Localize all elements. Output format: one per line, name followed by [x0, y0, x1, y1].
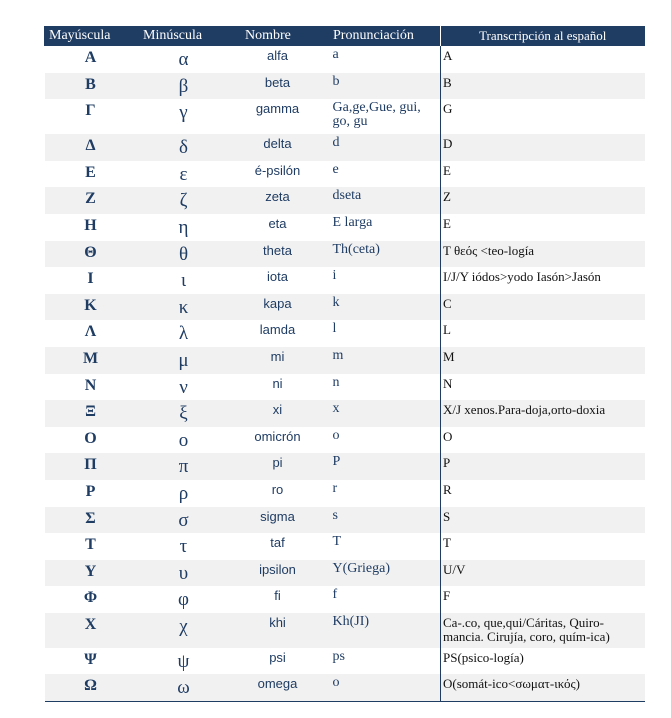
transcription-cell: L — [441, 320, 645, 347]
letter-name-cell: iota — [267, 269, 288, 285]
uppercase-letter-cell: Υ — [45, 560, 137, 587]
transcription-cell: S — [441, 507, 645, 534]
table-row — [45, 99, 645, 134]
transcription-cell: R — [441, 480, 645, 507]
pronunciation-cell: n — [332, 374, 340, 390]
letter-name-cell: alfa — [267, 48, 288, 63]
uppercase-letter-cell: Ο — [84, 429, 97, 447]
uppercase-letter-cell: Τ — [85, 536, 96, 554]
transcription-cell: G — [441, 99, 645, 134]
uppercase-letter-cell: Φ — [83, 589, 98, 607]
table-row — [45, 73, 645, 100]
lowercase-letter-cell: ο — [178, 429, 189, 451]
pronunciation-cell: T — [332, 534, 342, 550]
lowercase-letter-cell: υ — [137, 560, 231, 587]
letter-name-cell: ro — [271, 481, 284, 497]
pronunciation-cell: o — [332, 427, 340, 443]
transcription-cell: F — [441, 586, 645, 613]
transcription-cell: PS(psico-logía) — [441, 648, 645, 675]
pronunciation-cell: f — [332, 587, 338, 603]
transcription-cell: U/V — [441, 560, 645, 587]
uppercase-letter-cell: Β — [45, 73, 137, 100]
transcription-cell: T θεός <teo-logía — [441, 241, 645, 268]
letter-name-cell: sigma — [231, 507, 325, 534]
lowercase-letter-cell: θ — [137, 241, 231, 268]
greek-alphabet-table — [44, 26, 645, 702]
pronunciation-cell: a — [332, 47, 339, 62]
table-row — [45, 674, 645, 701]
lowercase-letter-cell: ι — [180, 270, 187, 292]
lowercase-letter-cell: η — [178, 216, 189, 238]
letter-name-cell: ni — [272, 375, 283, 391]
table-row — [45, 427, 645, 454]
lowercase-letter-cell: φ — [178, 589, 189, 611]
lowercase-letter-cell: δ — [137, 134, 231, 161]
uppercase-letter-cell: Π — [45, 453, 137, 480]
transcription-cell: E — [441, 214, 645, 241]
uppercase-letter-cell: Σ — [45, 507, 137, 534]
header-pronunciacion: Pronunciación — [325, 26, 441, 46]
uppercase-letter-cell: Ρ — [85, 482, 96, 500]
transcription-cell: D — [441, 134, 645, 161]
table-row — [45, 613, 645, 648]
uppercase-letter-cell: Ι — [87, 270, 94, 288]
transcription-cell: N — [441, 374, 645, 401]
uppercase-letter-cell: Ξ — [45, 400, 137, 427]
letter-name-cell: é-psilón — [254, 162, 301, 178]
uppercase-letter-cell: Θ — [45, 241, 137, 268]
transcription-cell: M — [441, 347, 645, 374]
lowercase-letter-cell: γ — [179, 102, 188, 124]
pronunciation-cell: Kh(JI) — [325, 613, 441, 648]
table-row — [45, 294, 645, 321]
transcription-cell: O(somát-ico<σωματ-ικός) — [441, 674, 645, 701]
transcription-cell: P — [441, 453, 645, 480]
letter-name-cell: ipsilon — [231, 560, 325, 587]
lowercase-letter-cell: ε — [179, 163, 188, 185]
table-row — [45, 586, 645, 613]
uppercase-letter-cell: Χ — [45, 613, 137, 648]
pronunciation-cell: s — [325, 507, 441, 534]
pronunciation-cell: b — [325, 73, 441, 100]
transcription-cell: Z — [441, 187, 645, 214]
greek-alphabet-sheet — [44, 26, 644, 702]
table-row — [45, 46, 645, 73]
pronunciation-cell: ps — [332, 648, 345, 664]
pronunciation-cell: m — [325, 347, 441, 374]
pronunciation-cell: Ga,ge,Gue, gui, go, gu — [332, 100, 421, 130]
table-row — [45, 241, 645, 268]
pronunciation-cell: x — [325, 400, 441, 427]
pronunciation-cell: E larga — [332, 214, 373, 230]
transcription-cell: I/J/Y iódos>yodo Iasón>Jasón — [441, 267, 645, 294]
lowercase-letter-cell: ρ — [178, 482, 189, 504]
pronunciation-cell: l — [332, 321, 337, 337]
uppercase-letter-cell: Ζ — [45, 187, 137, 214]
letter-name-cell: omicrón — [254, 428, 301, 444]
table-row — [45, 453, 645, 480]
lowercase-letter-cell: α — [178, 49, 189, 70]
lowercase-letter-cell: ν — [179, 376, 188, 398]
table-row — [45, 507, 645, 534]
transcription-cell: A — [441, 46, 645, 73]
letter-name-cell: eta — [268, 215, 287, 231]
pronunciation-cell: k — [325, 294, 441, 321]
transcription-cell: T — [441, 533, 645, 560]
uppercase-letter-cell: Μ — [45, 347, 137, 374]
header-mayuscula: Mayúscula — [45, 26, 137, 46]
table-row — [45, 648, 645, 675]
letter-name-cell: kapa — [231, 294, 325, 321]
lowercase-letter-cell: ψ — [177, 650, 190, 672]
lowercase-letter-cell: π — [137, 453, 231, 480]
table-row — [45, 161, 645, 188]
letter-name-cell: mi — [231, 347, 325, 374]
pronunciation-cell: Y(Griega) — [325, 560, 441, 587]
lowercase-letter-cell: ζ — [137, 187, 231, 214]
table-row — [45, 560, 645, 587]
lowercase-letter-cell: μ — [137, 347, 231, 374]
lowercase-letter-cell: τ — [179, 536, 188, 558]
lowercase-letter-cell: σ — [137, 507, 231, 534]
transcription-cell: B — [441, 73, 645, 100]
transcription-cell: Ca-.co, que,qui/Cáritas, Quiro-mancia. Cirujía, coro, quím-ica) — [441, 613, 645, 648]
lowercase-letter-cell: ω — [137, 674, 231, 701]
table-row — [45, 320, 645, 347]
uppercase-letter-cell: Α — [84, 49, 97, 66]
pronunciation-cell: P — [325, 453, 441, 480]
transcription-cell: O — [441, 427, 645, 454]
header-transcripcion: Transcripción al español — [441, 26, 645, 46]
table-row — [45, 480, 645, 507]
uppercase-letter-cell: Ε — [85, 163, 96, 181]
uppercase-letter-cell: Γ — [85, 102, 96, 120]
letter-name-cell: gamma — [255, 101, 300, 117]
uppercase-letter-cell: Λ — [84, 323, 97, 341]
lowercase-letter-cell: λ — [178, 323, 189, 345]
letter-name-cell: zeta — [231, 187, 325, 214]
transcription-cell: X/J xenos.Para-doja,orto-doxia — [441, 400, 645, 427]
table-row — [45, 347, 645, 374]
pronunciation-cell: r — [332, 480, 338, 496]
letter-name-cell: theta — [231, 241, 325, 268]
table-header — [45, 26, 645, 46]
pronunciation-cell: d — [325, 134, 441, 161]
pronunciation-cell: dseta — [325, 187, 441, 214]
transcription-cell: E — [441, 161, 645, 188]
letter-name-cell: beta — [231, 73, 325, 100]
letter-name-cell: fi — [274, 588, 281, 604]
letter-name-cell: omega — [231, 674, 325, 701]
pronunciation-cell: Th(ceta) — [325, 241, 441, 268]
letter-name-cell: khi — [231, 613, 325, 648]
table-row — [45, 267, 645, 294]
lowercase-letter-cell: κ — [137, 294, 231, 321]
letter-name-cell: pi — [231, 453, 325, 480]
table-row — [45, 134, 645, 161]
table-row — [45, 400, 645, 427]
uppercase-letter-cell: Η — [84, 216, 97, 234]
table-row — [45, 187, 645, 214]
transcription-cell: C — [441, 294, 645, 321]
pronunciation-cell: o — [325, 674, 441, 701]
letter-name-cell: xi — [231, 400, 325, 427]
uppercase-letter-cell: Ν — [84, 376, 97, 394]
table-row — [45, 374, 645, 401]
pronunciation-cell: i — [332, 268, 337, 284]
lowercase-letter-cell: ξ — [137, 400, 231, 427]
header-nombre: Nombre — [231, 26, 325, 46]
pronunciation-cell: e — [332, 161, 339, 177]
letter-name-cell: psi — [269, 649, 286, 665]
table-row — [45, 214, 645, 241]
uppercase-letter-cell: Ω — [45, 674, 137, 701]
letter-name-cell: delta — [231, 134, 325, 161]
header-minuscula: Minúscula — [137, 26, 231, 46]
letter-name-cell: lamda — [259, 322, 296, 338]
table-body — [45, 46, 645, 701]
table-row — [45, 533, 645, 560]
letter-name-cell: taf — [270, 535, 285, 551]
uppercase-letter-cell: Κ — [45, 294, 137, 321]
uppercase-letter-cell: Ψ — [84, 650, 97, 668]
lowercase-letter-cell: β — [137, 73, 231, 100]
lowercase-letter-cell: χ — [137, 613, 231, 648]
uppercase-letter-cell: Δ — [45, 134, 137, 161]
